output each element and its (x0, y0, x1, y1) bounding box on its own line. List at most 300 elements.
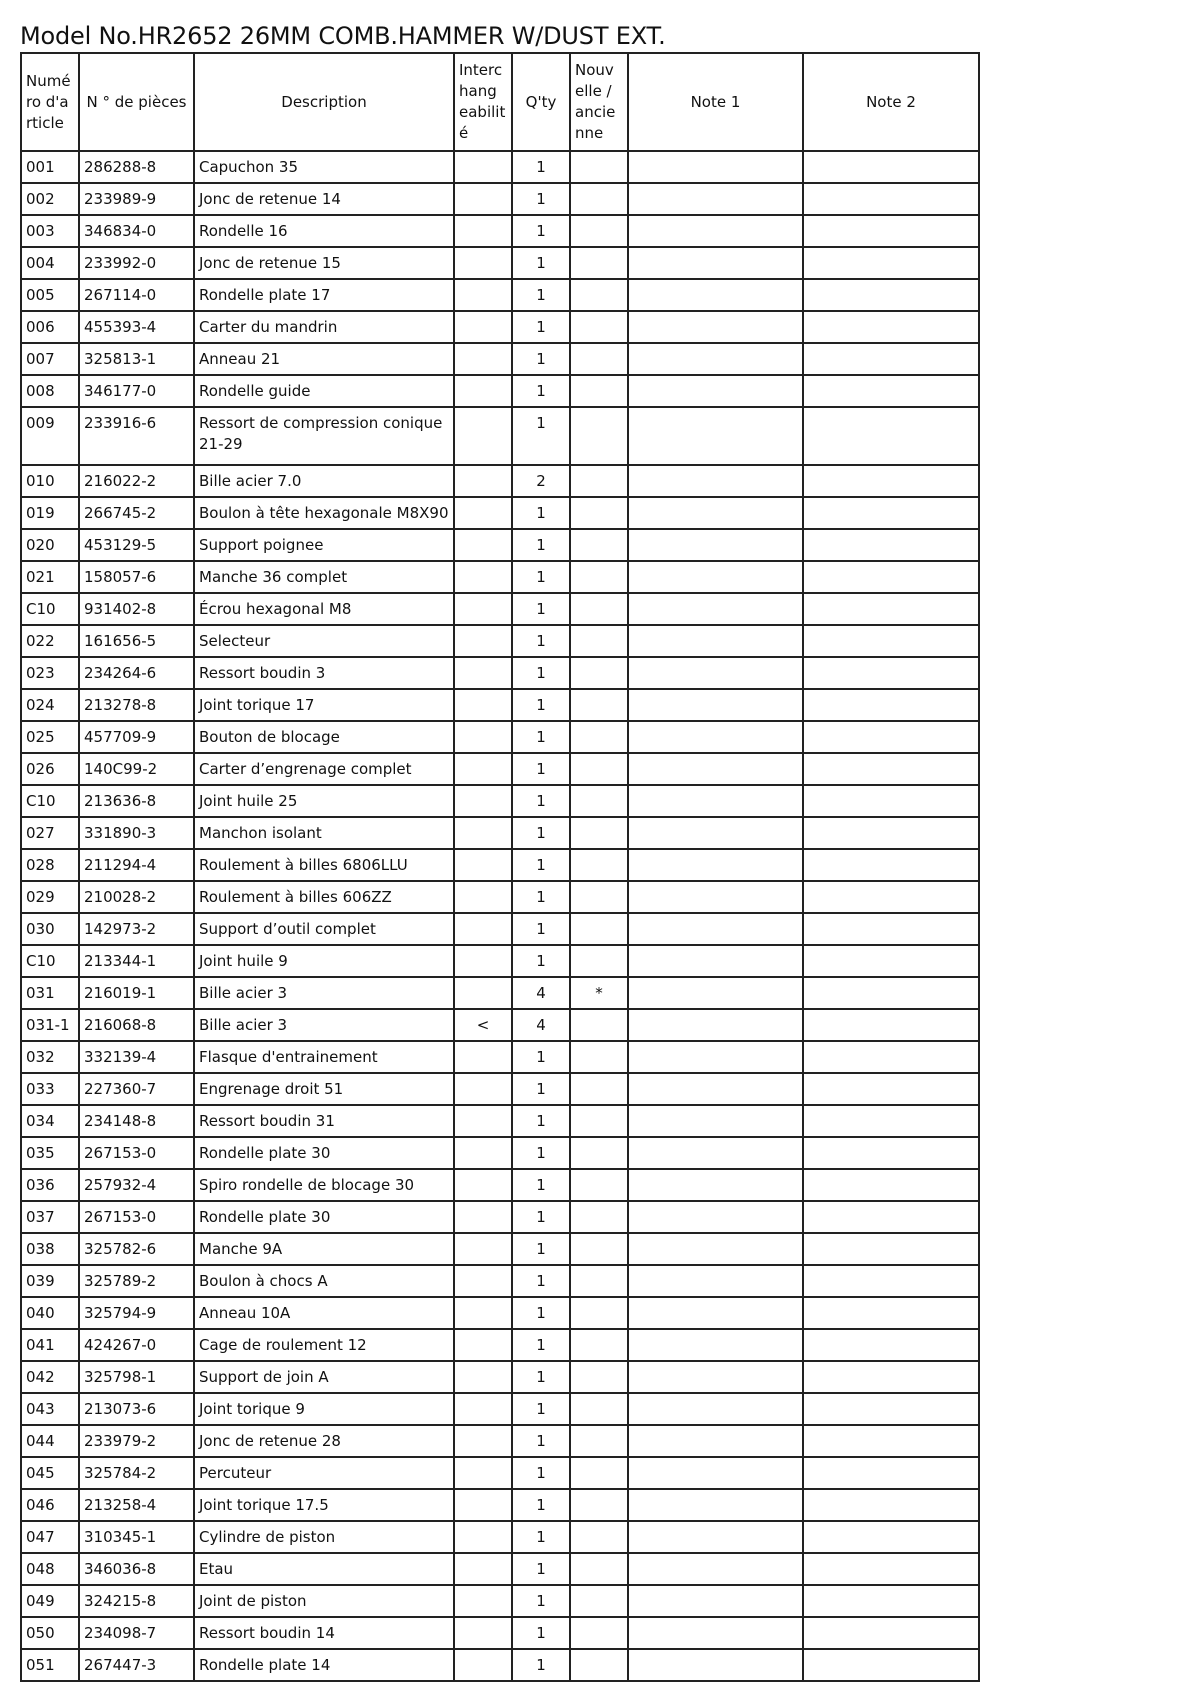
note-2-cell (803, 1489, 979, 1521)
quantity-cell: 1 (512, 945, 570, 977)
part-number-cell: 286288-8 (79, 151, 194, 183)
item-number-cell: 045 (21, 1457, 79, 1489)
note-2-cell (803, 1425, 979, 1457)
interchangeability-cell (454, 561, 512, 593)
table-row (21, 593, 979, 625)
note-1-cell (628, 151, 803, 183)
description-cell: Rondelle plate 17 (194, 279, 454, 311)
item-number-cell: 036 (21, 1169, 79, 1201)
quantity-cell: 1 (512, 311, 570, 343)
new-old-cell (570, 465, 628, 497)
note-1-cell (628, 1585, 803, 1617)
new-old-cell (570, 1521, 628, 1553)
interchangeability-cell (454, 753, 512, 785)
parts-table-body (21, 151, 979, 1681)
interchangeability-cell (454, 1201, 512, 1233)
new-old-cell (570, 689, 628, 721)
header-new-old: Nouv elle / ancie nne (570, 53, 628, 151)
note-2-cell (803, 215, 979, 247)
note-2-cell (803, 279, 979, 311)
item-number-cell: 005 (21, 279, 79, 311)
part-number-cell: 325813-1 (79, 343, 194, 375)
interchangeability-cell (454, 1361, 512, 1393)
quantity-cell: 1 (512, 1585, 570, 1617)
interchangeability-cell (454, 913, 512, 945)
interchangeability-cell (454, 1585, 512, 1617)
quantity-cell: 1 (512, 849, 570, 881)
note-2-cell (803, 183, 979, 215)
table-row (21, 497, 979, 529)
note-1-cell (628, 913, 803, 945)
note-1-cell (628, 753, 803, 785)
table-row (21, 1297, 979, 1329)
interchangeability-cell (454, 1489, 512, 1521)
description-cell: Manche 36 complet (194, 561, 454, 593)
note-1-cell (628, 375, 803, 407)
description-cell: Rondelle 16 (194, 215, 454, 247)
quantity-cell: 1 (512, 151, 570, 183)
note-1-cell (628, 785, 803, 817)
description-cell: Bille acier 3 (194, 977, 454, 1009)
quantity-cell: 2 (512, 465, 570, 497)
note-2-cell (803, 945, 979, 977)
item-number-cell: 002 (21, 183, 79, 215)
new-old-cell (570, 881, 628, 913)
note-1-cell (628, 1393, 803, 1425)
note-2-cell (803, 1073, 979, 1105)
part-number-cell: 267153-0 (79, 1137, 194, 1169)
description-cell: Écrou hexagonal M8 (194, 593, 454, 625)
note-1-cell (628, 215, 803, 247)
item-number-cell: 009 (21, 407, 79, 465)
part-number-cell: 267153-0 (79, 1201, 194, 1233)
item-number-cell: 035 (21, 1137, 79, 1169)
interchangeability-cell (454, 1137, 512, 1169)
item-number-cell: 039 (21, 1265, 79, 1297)
part-number-cell: 213344-1 (79, 945, 194, 977)
new-old-cell (570, 529, 628, 561)
item-number-cell: 031-1 (21, 1009, 79, 1041)
part-number-cell: 213073-6 (79, 1393, 194, 1425)
part-number-cell: 216022-2 (79, 465, 194, 497)
item-number-cell: 022 (21, 625, 79, 657)
note-2-cell (803, 375, 979, 407)
item-number-cell: 010 (21, 465, 79, 497)
header-note-1: Note 1 (628, 53, 803, 151)
new-old-cell (570, 817, 628, 849)
part-number-cell: 325798-1 (79, 1361, 194, 1393)
part-number-cell: 234264-6 (79, 657, 194, 689)
quantity-cell: 4 (512, 1009, 570, 1041)
table-row (21, 151, 979, 183)
table-header-row (21, 53, 979, 151)
interchangeability-cell (454, 343, 512, 375)
table-row (21, 465, 979, 497)
note-2-cell (803, 1105, 979, 1137)
part-number-cell: 227360-7 (79, 1073, 194, 1105)
item-number-cell: 021 (21, 561, 79, 593)
item-number-cell: 001 (21, 151, 79, 183)
interchangeability-cell (454, 1521, 512, 1553)
table-row (21, 1425, 979, 1457)
note-2-cell (803, 721, 979, 753)
description-cell: Support d’outil complet (194, 913, 454, 945)
new-old-cell: * (570, 977, 628, 1009)
item-number-cell: 034 (21, 1105, 79, 1137)
new-old-cell (570, 1457, 628, 1489)
note-1-cell (628, 977, 803, 1009)
note-1-cell (628, 311, 803, 343)
quantity-cell: 1 (512, 1297, 570, 1329)
item-number-cell: 048 (21, 1553, 79, 1585)
item-number-cell: 029 (21, 881, 79, 913)
quantity-cell: 1 (512, 785, 570, 817)
table-row (21, 1233, 979, 1265)
quantity-cell: 1 (512, 753, 570, 785)
quantity-cell: 1 (512, 343, 570, 375)
table-row (21, 1169, 979, 1201)
header-quantity: Q'ty (512, 53, 570, 151)
table-row (21, 1137, 979, 1169)
note-1-cell (628, 279, 803, 311)
quantity-cell: 1 (512, 1457, 570, 1489)
note-1-cell (628, 183, 803, 215)
note-1-cell (628, 1361, 803, 1393)
description-cell: Roulement à billes 6806LLU (194, 849, 454, 881)
item-number-cell: 028 (21, 849, 79, 881)
note-2-cell (803, 407, 979, 465)
description-cell: Jonc de retenue 14 (194, 183, 454, 215)
description-cell: Joint torique 17 (194, 689, 454, 721)
table-row (21, 881, 979, 913)
part-number-cell: 233989-9 (79, 183, 194, 215)
note-2-cell (803, 1585, 979, 1617)
description-cell: Carter du mandrin (194, 311, 454, 343)
description-cell: Bouton de blocage (194, 721, 454, 753)
interchangeability-cell (454, 311, 512, 343)
note-2-cell (803, 343, 979, 375)
new-old-cell (570, 561, 628, 593)
note-1-cell (628, 1105, 803, 1137)
note-1-cell (628, 1649, 803, 1681)
quantity-cell: 1 (512, 1265, 570, 1297)
note-2-cell (803, 1521, 979, 1553)
part-number-cell: 142973-2 (79, 913, 194, 945)
table-row (21, 561, 979, 593)
note-1-cell (628, 1137, 803, 1169)
new-old-cell (570, 1009, 628, 1041)
quantity-cell: 1 (512, 183, 570, 215)
table-row (21, 279, 979, 311)
part-number-cell: 233916-6 (79, 407, 194, 465)
interchangeability-cell (454, 407, 512, 465)
quantity-cell: 1 (512, 1553, 570, 1585)
description-cell: Percuteur (194, 1457, 454, 1489)
part-number-cell: 158057-6 (79, 561, 194, 593)
table-row (21, 1489, 979, 1521)
parts-table (20, 52, 980, 1682)
note-1-cell (628, 849, 803, 881)
note-2-cell (803, 689, 979, 721)
table-row (21, 1009, 979, 1041)
table-row (21, 913, 979, 945)
description-cell: Rondelle guide (194, 375, 454, 407)
part-number-cell: 213258-4 (79, 1489, 194, 1521)
part-number-cell: 325784-2 (79, 1457, 194, 1489)
new-old-cell (570, 1393, 628, 1425)
table-row (21, 343, 979, 375)
note-1-cell (628, 1553, 803, 1585)
quantity-cell: 1 (512, 1073, 570, 1105)
new-old-cell (570, 657, 628, 689)
interchangeability-cell (454, 375, 512, 407)
note-2-cell (803, 465, 979, 497)
part-number-cell: 453129-5 (79, 529, 194, 561)
table-row (21, 1521, 979, 1553)
table-row (21, 1649, 979, 1681)
interchangeability-cell (454, 247, 512, 279)
part-number-cell: 210028-2 (79, 881, 194, 913)
table-row (21, 977, 979, 1009)
item-number-cell: 030 (21, 913, 79, 945)
new-old-cell (570, 311, 628, 343)
new-old-cell (570, 215, 628, 247)
note-2-cell (803, 1329, 979, 1361)
note-2-cell (803, 625, 979, 657)
interchangeability-cell (454, 1265, 512, 1297)
item-number-cell: 023 (21, 657, 79, 689)
table-row (21, 1201, 979, 1233)
interchangeability-cell (454, 1233, 512, 1265)
note-1-cell (628, 561, 803, 593)
description-cell: Rondelle plate 30 (194, 1201, 454, 1233)
item-number-cell: 043 (21, 1393, 79, 1425)
part-number-cell: 234148-8 (79, 1105, 194, 1137)
item-number-cell: C10 (21, 945, 79, 977)
interchangeability-cell (454, 215, 512, 247)
note-1-cell (628, 1329, 803, 1361)
table-row (21, 529, 979, 561)
new-old-cell (570, 279, 628, 311)
description-cell: Joint de piston (194, 1585, 454, 1617)
note-1-cell (628, 593, 803, 625)
description-cell: Ressort boudin 31 (194, 1105, 454, 1137)
note-2-cell (803, 1649, 979, 1681)
part-number-cell: 213278-8 (79, 689, 194, 721)
interchangeability-cell (454, 1649, 512, 1681)
note-1-cell (628, 721, 803, 753)
note-2-cell (803, 977, 979, 1009)
new-old-cell (570, 183, 628, 215)
note-2-cell (803, 1137, 979, 1169)
interchangeability-cell (454, 1297, 512, 1329)
note-1-cell (628, 1617, 803, 1649)
interchangeability-cell (454, 151, 512, 183)
table-row (21, 785, 979, 817)
quantity-cell: 1 (512, 657, 570, 689)
note-1-cell (628, 407, 803, 465)
quantity-cell: 1 (512, 1649, 570, 1681)
interchangeability-cell (454, 1073, 512, 1105)
note-1-cell (628, 1489, 803, 1521)
part-number-cell: 216019-1 (79, 977, 194, 1009)
item-number-cell: 007 (21, 343, 79, 375)
part-number-cell: 213636-8 (79, 785, 194, 817)
description-cell: Flasque d'entrainement (194, 1041, 454, 1073)
interchangeability-cell (454, 689, 512, 721)
item-number-cell: 044 (21, 1425, 79, 1457)
note-1-cell (628, 1297, 803, 1329)
part-number-cell: 332139-4 (79, 1041, 194, 1073)
table-row (21, 1585, 979, 1617)
new-old-cell (570, 945, 628, 977)
item-number-cell: 051 (21, 1649, 79, 1681)
note-1-cell (628, 247, 803, 279)
part-number-cell: 257932-4 (79, 1169, 194, 1201)
quantity-cell: 1 (512, 497, 570, 529)
note-2-cell (803, 1201, 979, 1233)
part-number-cell: 140C99-2 (79, 753, 194, 785)
new-old-cell (570, 1553, 628, 1585)
item-number-cell: 024 (21, 689, 79, 721)
interchangeability-cell (454, 1169, 512, 1201)
table-row (21, 849, 979, 881)
header-note-2: Note 2 (803, 53, 979, 151)
part-number-cell: 216068-8 (79, 1009, 194, 1041)
table-row (21, 1361, 979, 1393)
new-old-cell (570, 1105, 628, 1137)
quantity-cell: 1 (512, 561, 570, 593)
interchangeability-cell (454, 721, 512, 753)
table-row (21, 625, 979, 657)
quantity-cell: 1 (512, 625, 570, 657)
table-row (21, 1617, 979, 1649)
new-old-cell (570, 593, 628, 625)
part-number-cell: 346834-0 (79, 215, 194, 247)
note-2-cell (803, 1265, 979, 1297)
header-part-number: N ° de pièces (79, 53, 194, 151)
note-2-cell (803, 849, 979, 881)
note-2-cell (803, 497, 979, 529)
table-row (21, 247, 979, 279)
part-number-cell: 931402-8 (79, 593, 194, 625)
part-number-cell: 267447-3 (79, 1649, 194, 1681)
item-number-cell: 038 (21, 1233, 79, 1265)
part-number-cell: 267114-0 (79, 279, 194, 311)
quantity-cell: 1 (512, 1169, 570, 1201)
new-old-cell (570, 375, 628, 407)
note-2-cell (803, 247, 979, 279)
new-old-cell (570, 343, 628, 375)
description-cell: Rondelle plate 30 (194, 1137, 454, 1169)
description-cell: Capuchon 35 (194, 151, 454, 183)
note-1-cell (628, 1009, 803, 1041)
quantity-cell: 1 (512, 913, 570, 945)
table-row (21, 817, 979, 849)
description-cell: Engrenage droit 51 (194, 1073, 454, 1105)
note-2-cell (803, 1297, 979, 1329)
header-interchangeability: Interc hang eabilit é (454, 53, 512, 151)
part-number-cell: 325789-2 (79, 1265, 194, 1297)
new-old-cell (570, 1265, 628, 1297)
note-1-cell (628, 1425, 803, 1457)
description-cell: Manche 9A (194, 1233, 454, 1265)
description-cell: Boulon à chocs A (194, 1265, 454, 1297)
note-1-cell (628, 945, 803, 977)
item-number-cell: 049 (21, 1585, 79, 1617)
quantity-cell: 1 (512, 1521, 570, 1553)
document-title: Model No.HR2652 26MM COMB.HAMMER W/DUST EXT. (20, 22, 666, 50)
description-cell: Manchon isolant (194, 817, 454, 849)
note-2-cell (803, 1617, 979, 1649)
interchangeability-cell (454, 183, 512, 215)
note-2-cell (803, 753, 979, 785)
quantity-cell: 1 (512, 1233, 570, 1265)
part-number-cell: 233979-2 (79, 1425, 194, 1457)
note-2-cell (803, 1233, 979, 1265)
table-row (21, 1329, 979, 1361)
interchangeability-cell (454, 1425, 512, 1457)
part-number-cell: 455393-4 (79, 311, 194, 343)
item-number-cell: 025 (21, 721, 79, 753)
part-number-cell: 331890-3 (79, 817, 194, 849)
quantity-cell: 1 (512, 817, 570, 849)
note-1-cell (628, 1041, 803, 1073)
note-2-cell (803, 593, 979, 625)
table-row (21, 1265, 979, 1297)
part-number-cell: 325794-9 (79, 1297, 194, 1329)
note-2-cell (803, 817, 979, 849)
note-2-cell (803, 785, 979, 817)
note-1-cell (628, 497, 803, 529)
table-row (21, 689, 979, 721)
quantity-cell: 1 (512, 279, 570, 311)
interchangeability-cell (454, 849, 512, 881)
table-row (21, 1073, 979, 1105)
note-2-cell (803, 561, 979, 593)
note-1-cell (628, 1169, 803, 1201)
interchangeability-cell (454, 1457, 512, 1489)
item-number-cell: 046 (21, 1489, 79, 1521)
interchangeability-cell (454, 529, 512, 561)
quantity-cell: 1 (512, 407, 570, 465)
description-cell: Joint torique 17.5 (194, 1489, 454, 1521)
new-old-cell (570, 1201, 628, 1233)
interchangeability-cell (454, 497, 512, 529)
note-1-cell (628, 1265, 803, 1297)
item-number-cell: C10 (21, 593, 79, 625)
new-old-cell (570, 1585, 628, 1617)
new-old-cell (570, 1137, 628, 1169)
new-old-cell (570, 1489, 628, 1521)
description-cell: Jonc de retenue 15 (194, 247, 454, 279)
description-cell: Bille acier 7.0 (194, 465, 454, 497)
description-cell: Roulement à billes 606ZZ (194, 881, 454, 913)
table-row (21, 215, 979, 247)
table-row (21, 375, 979, 407)
item-number-cell: C10 (21, 785, 79, 817)
new-old-cell (570, 1425, 628, 1457)
interchangeability-cell (454, 1041, 512, 1073)
note-1-cell (628, 1201, 803, 1233)
note-1-cell (628, 625, 803, 657)
quantity-cell: 1 (512, 247, 570, 279)
new-old-cell (570, 151, 628, 183)
description-cell: Boulon à tête hexagonale M8X90 (194, 497, 454, 529)
description-cell: Cage de roulement 12 (194, 1329, 454, 1361)
description-cell: Support poignee (194, 529, 454, 561)
new-old-cell (570, 849, 628, 881)
